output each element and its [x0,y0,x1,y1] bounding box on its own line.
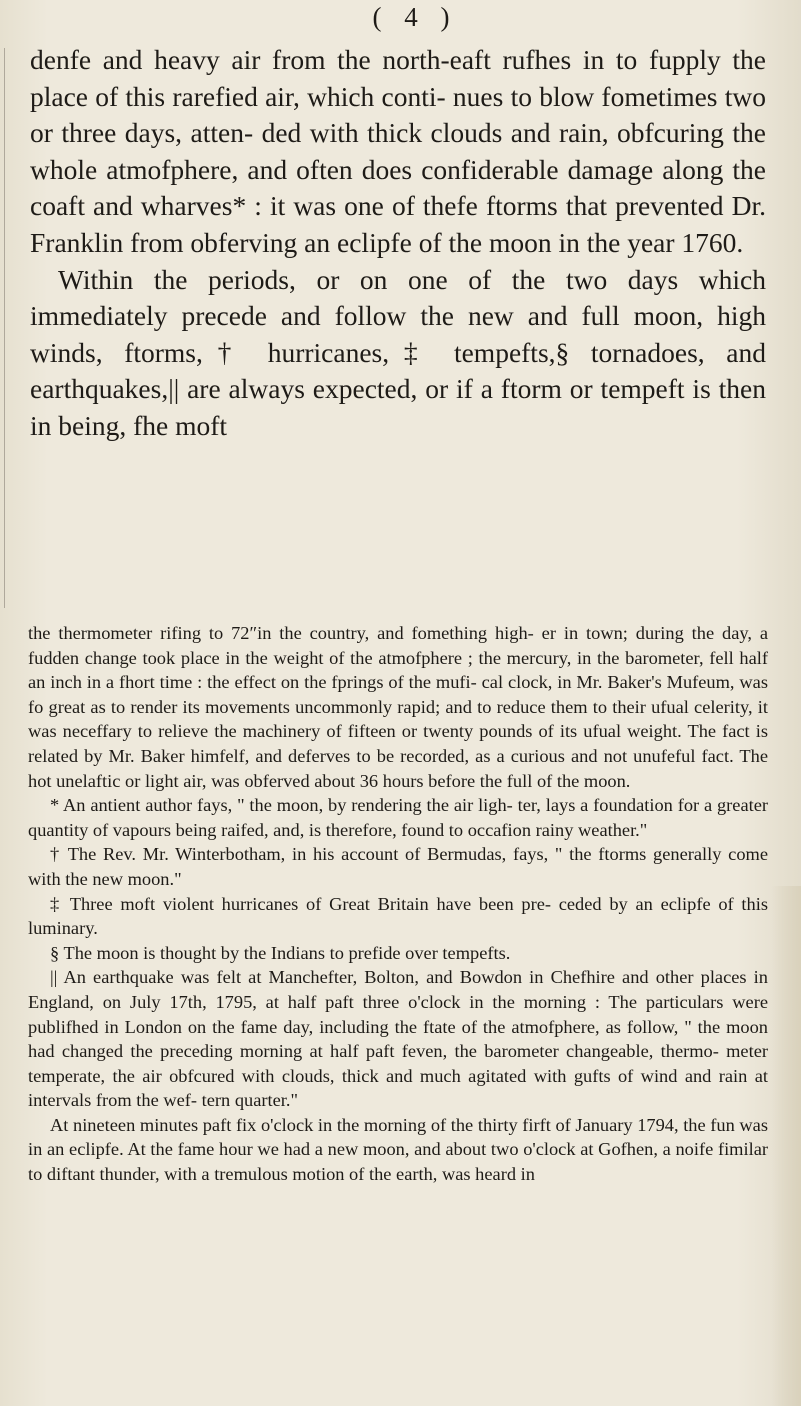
paragraph: denfe and heavy air from the north-eaft rufhes in to fupply the place of this rarefied air, which conti- nues to blow fometimes two or three days, atten- ded with thick clouds and rain, obfcuring the whole atmofphere, and often does confiderable damage along the coaft and wharves* : it was one of thefe ftorms that prevented Dr. Franklin from obferving an eclipfe of the moon in the year 1760. [30,44,766,258]
footnote-asterisk: * An antient author fays, " the moon, by rendering the air ligh- ter, lays a foundation for a greater quantity of vapours being raifed, and, is therefore, found to occafion rainy weather." [28,795,768,840]
footnote-continuation: the thermometer rifing to 72″in the country, and fomething high- er in town; during the day, a fudden change took place in the weight of the atmofphere ; the mercury, in the barometer, fell half an inch in a fhort time : the effect on the fprings of the mufi- cal clock, in Mr. Baker's Mufeum, was fo great as to render its movements uncommonly rapid; and to reduce them to their ufual celerity, it was neceffary to relieve the machinery of fifteen or twenty pounds of its ufual weight. The fact is related by Mr. Baker himfelf, and deferves to be recorded, as a curious and not unufeful fact. The hot unelaftic or light air, was obferved about 36 hours before the full of the moon. [28,623,768,791]
footnotes [28,621,768,1187]
footnote-paragraph: At nineteen minutes paft fix o'clock in the morning of the thirty firft of January 1794, the fun was in an eclipfe. At the fame hour we had a new moon, and about two o'clock at Gofhen, a noife fimilar to diftant thunder, with a tremulous motion of the earth, was heard in [28,1114,768,1185]
main-text [30,42,766,445]
margin-bracket [4,48,15,608]
footnote-double-dagger: ‡ Three moft violent hurricanes of Great Britain have been pre- ceded by an eclipfe of this luminary. [28,893,768,939]
page-number: ( 4 ) [372,2,458,32]
paragraph: Within the periods, or on one of the two days which immediately precede and follow the new and full moon, high winds, ftorms,† hurricanes,‡ tempefts,§ tornadoes, and earthquakes,|| are always expected, or if a ftorm or tempeft is then in being, fhe moft [30,263,766,441]
footnote-dagger: † The Rev. Mr. Winterbotham, in his account of Bermudas, fays, " the ftorms generally come with the new moon." [28,844,768,889]
footnote-parallel: || An earthquake was felt at Manchefter, Bolton, and Bowdon in Chefhire and other places in England, on July 17th, 1795, at half paft three o'clock in the morning : The particulars were publifhed in London on the fame day, including the ftate of the atmofphere, as follow, " the moon had changed the preceding morning at half paft feven, the barometer changeable, thermo- meter temperate, the air obfcured with clouds, thick and much agitated with gufts of wind and rain at intervals from the wef- tern quarter." [28,967,768,1111]
footnote-section: § The moon is thought by the Indians to prefide over tempefts. [50,942,511,963]
page-edge-stain [771,886,801,1406]
